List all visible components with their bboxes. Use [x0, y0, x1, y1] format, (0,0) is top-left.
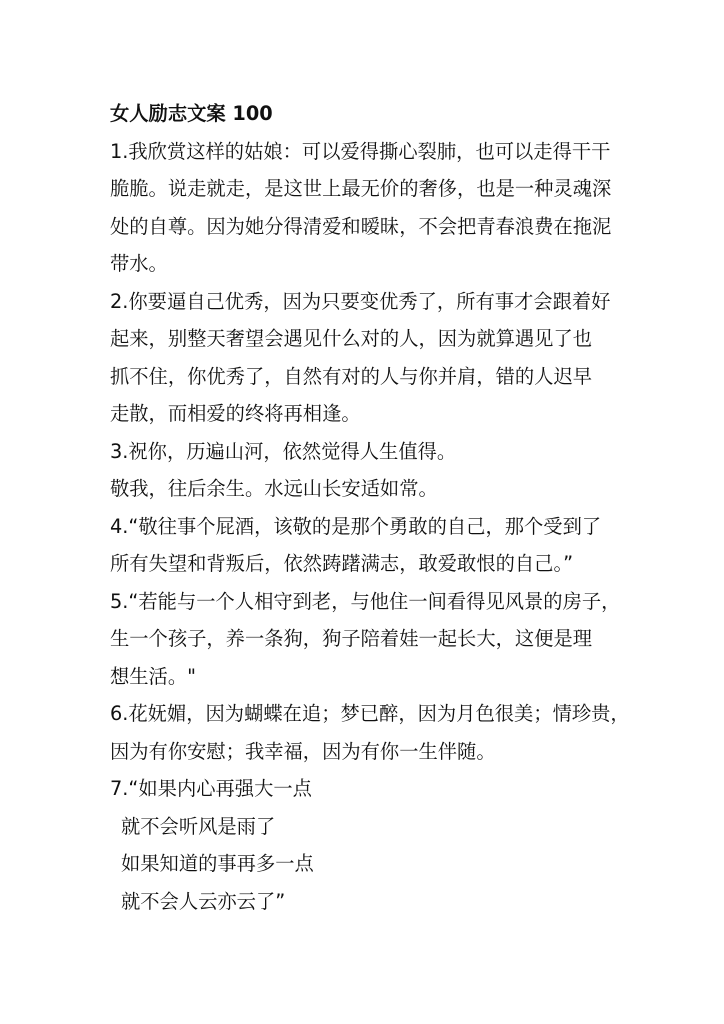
- paragraph-line: 生一个孩子，养一条狗，狗子陪着娃一起长大，这便是理: [110, 627, 593, 650]
- paragraph-line: 4.“敬往事个屁酒，该敬的是那个勇敢的自己，那个受到了: [110, 514, 602, 538]
- paragraph-line: 6.花妩媚，因为蝴蝶在追；梦已醉，因为月色很美；情珍贵，: [110, 702, 630, 725]
- paragraph-line: 3.祝你，历遍山河，依然觉得人生值得。: [110, 439, 457, 463]
- paragraph-line: 2.你要逼自己优秀，因为只要变优秀了，所有事才会跟着好: [110, 289, 611, 313]
- document-body: [110, 99, 650, 924]
- paragraph-line: 带水。: [110, 252, 168, 275]
- paragraph-line: 抓不住，你优秀了，自然有对的人与你并肩，错的人迟早: [110, 364, 593, 388]
- paragraph-line: 敬我，往后余生。水远山长安适如常。: [110, 477, 438, 500]
- paragraph-line: 就不会人云亦云了”: [121, 889, 286, 913]
- paragraph-line: 脆脆。说走就走，是这世上最无价的奢侈，也是一种灵魂深: [110, 177, 612, 200]
- paragraph-line: 7.“如果内心再强大一点: [110, 777, 312, 800]
- paragraph-line: 就不会听风是雨了: [121, 814, 276, 838]
- document-title: 女人励志文案 100: [110, 102, 273, 125]
- paragraph-line: 因为有你安慰；我幸福，因为有你一生伴随。: [110, 739, 496, 763]
- paragraph-line: 走散，而相爱的终将再相逢。: [110, 402, 361, 425]
- paragraph-line: 起来，别整天奢望会遇见什么对的人，因为就算遇见了也: [110, 327, 593, 350]
- paragraph-line: 1.我欣赏这样的姑娘：可以爱得撕心裂肺，也可以走得干干: [110, 139, 611, 163]
- paragraph-line: 处的自尊。因为她分得清爱和暧昧，不会把青春浪费在拖泥: [110, 214, 612, 238]
- paragraph-line: 想生活。": [110, 664, 196, 688]
- paragraph-line: 5.“若能与一个人相守到老，与他住一间看得见风景的房子，: [110, 589, 621, 613]
- paragraph-line: 所有失望和背叛后，依然踌躇满志，敢爱敢恨的自己。”: [110, 552, 574, 575]
- paragraph-line: 如果知道的事再多一点: [121, 852, 314, 875]
